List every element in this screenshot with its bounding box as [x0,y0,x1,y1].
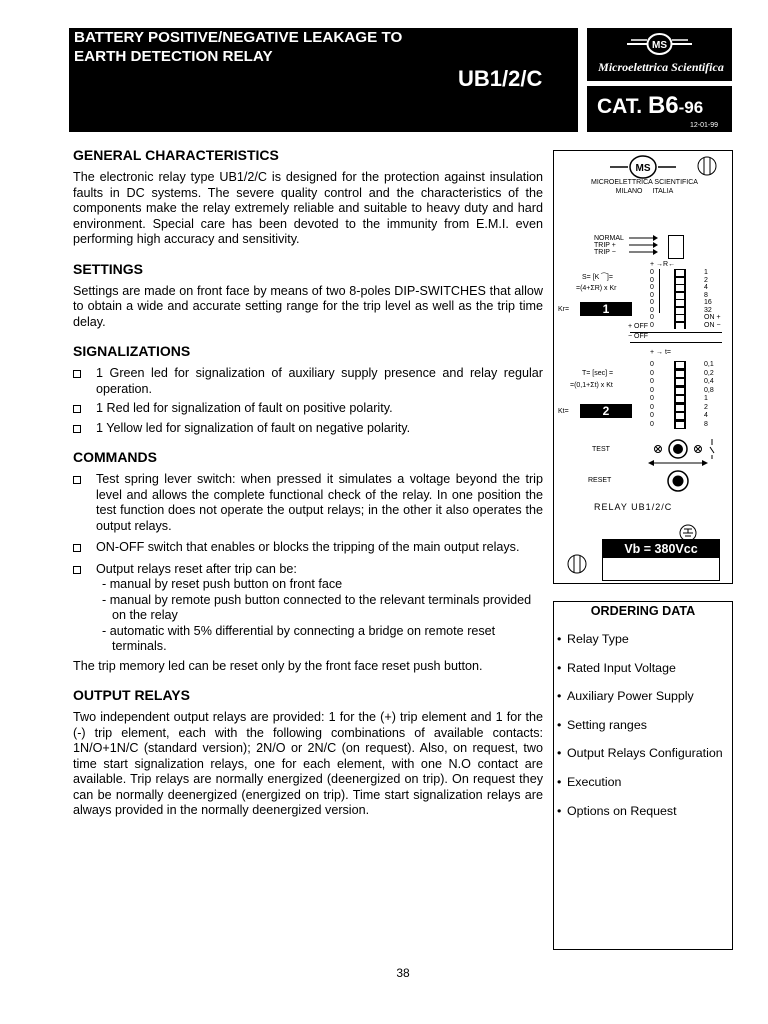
square-bullet-icon [73,544,81,552]
panel-brand: MICROELETTRICA SCIENTIFICA [591,179,698,186]
off-neg-label: − OFF [628,333,649,340]
dip-value-label: 0,8 [704,386,714,394]
commands-heading: COMMANDS [73,449,157,465]
cat-prefix: CAT. [597,95,643,118]
bullet-icon: • [557,774,562,789]
dip-value-label: 32 [704,306,712,314]
list-item: • Setting ranges [557,717,647,732]
r-bracket [659,269,668,313]
output-relays-heading: OUTPUT RELAYS [73,687,190,703]
ordering-title: ORDERING DATA [590,604,696,618]
dip-switch-position[interactable] [676,362,684,368]
output-relays-text: Two independent output relays are provided: 1 for the (+) trip element and 1 for the (-) trip element, each with the following combinations of available contacts: 1N/O+1N/C (standard version); 2N/O or 2N/C (on request). Also, on request, two time start signalization relays, one for each element, with one N.O contact are available. Trip relays are normally energized (deenergized on trip). On request they can be normally deenergized (energized on trip). Time start signalization relays are always provided in the normally deenergized version. [73,710,543,817]
list-item: Test spring lever switch: when pressed it simulates a voltage beyond the trip level and allows the complete functional check of the relay. In one position the test function does not operate the output relays; in the other it also operates the output relays. [73,472,543,534]
signalizations-section [73,342,543,436]
led-arrows-icon [629,234,659,260]
reset-button-icon[interactable] [666,469,690,493]
dip-switch-position[interactable] [676,270,684,276]
cat-suffix: -96 [678,98,704,117]
dip-switch-position[interactable] [676,315,684,321]
dip-switch-position[interactable] [676,379,684,385]
dip-switch-position[interactable] [676,278,684,284]
dip-switch-position[interactable] [676,371,684,377]
settings-text: Settings are made on front face by means of two 8-poles DIP-SWITCHES that allow to obtain a wide and accurate setting range for the trip level as well as the trip time delay. [73,283,543,329]
document-title: BATTERY POSITIVE/NEGATIVE LEAKAGE TO EARTH DETECTION RELAY [74,29,403,65]
list-item: • Rated Input Voltage [557,660,676,675]
output-relays-section [73,686,543,819]
catalog-number [597,92,703,120]
kt-label: Kt= [558,408,569,415]
dip-switch-position[interactable] [676,308,684,314]
dip-value-label: 0,4 [704,378,714,385]
dip-zero-label: 0 [650,291,654,299]
s-formula-1: S= [K ⁀]= [582,274,613,281]
dip-value-label: 8 [704,420,708,428]
led-trip-neg-label: TRIP − [594,249,616,256]
off-pos-label: + OFF [628,323,649,330]
dip-switch-position[interactable] [676,285,684,291]
t-formula-2: =(0,1+Σt) x Kt [570,382,613,389]
t-dip-switch[interactable] [674,361,686,429]
screw-icon [566,553,588,575]
reset-note: The trip memory led can be reset only by the front face reset push button. [73,658,483,673]
reset-option: - manual by reset push button on front face [102,577,343,591]
dip-value-label: 1 [704,395,708,402]
dip-zero-label: 0 [650,269,654,276]
r-header: + →R← [650,261,676,268]
t-formula-1: T= [sec] = [582,370,614,377]
led-trip-pos-label: TRIP + [594,242,616,249]
dip-zero-label: 0 [650,412,654,419]
catalog-date: 12-01-99 [690,122,719,129]
kr-value: 1 [580,302,632,316]
general-text: The electronic relay type UB1/2/C is designed for the protection against insulation faults in DC systems. The severe quality control and the characteristics of the components make the relay extremely reliable and suitable to heavy duty and hard environment. Special care has been devoted to the immunity from E.M.I. even performing high accuracy and sensitivity. [73,170,543,246]
dip-value-label: 8 [704,291,708,299]
dip-value-label: 0,1 [704,361,714,368]
dip-value-label: 4 [704,412,708,419]
bullet-icon: • [557,803,562,818]
settings-section [73,260,543,331]
dip-switch-position[interactable] [676,405,684,411]
dip-zero-label: 0 [650,306,654,314]
square-bullet-icon [73,476,81,484]
kr-label: Kr= [558,306,570,313]
list-item: 1 Green led for signalization of auxiliary supply presence and relay regular operation. [73,366,543,397]
dip-switch-position[interactable] [676,396,684,402]
vb-plate [602,539,720,581]
general-heading: GENERAL CHARACTERISTICS [73,147,279,163]
signalizations-list [73,366,543,436]
dip-value-label: ON − [704,321,721,329]
led-window [668,235,684,259]
bullet-icon: • [557,660,562,675]
reset-label: RESET [588,477,612,484]
kt-value: 2 [580,404,632,418]
reset-option: - automatic with 5% differential by connecting a bridge on remote reset terminals. [102,623,496,653]
off-underline [630,342,722,343]
list-item: Output relays reset after trip can be: - manual by reset push button on front face - manual by remote push button connected to the relevant terminals provided on the relay - automatic with 5% differential by connecting a bridge on remote reset terminals. [73,562,543,655]
svg-text:MS: MS [635,163,651,174]
dip-zero-label: 0 [650,420,654,428]
square-bullet-icon [73,566,81,574]
dip-value-label: 1 [704,269,708,276]
dip-value-label: 16 [704,299,712,306]
vb-label: Vb = 380Vcc [603,540,719,558]
bullet-icon: • [557,632,562,646]
relay-front-panel [553,150,733,584]
dip-value-label: ON + [704,314,721,321]
ordering-data-box [553,601,733,950]
dip-value-label: 0,2 [704,369,714,377]
square-bullet-icon [73,370,81,378]
dip-value-label: 2 [704,403,708,411]
list-item: • Auxiliary Power Supply [557,689,694,704]
list-item: • Output Relays Configuration [557,746,723,761]
brand-logo-text: Microelettrica Scientifica [598,60,724,74]
dip-zero-label: 0 [650,284,654,291]
square-bullet-icon [73,425,81,433]
screw-icon [696,155,718,177]
dip-switch-position[interactable] [676,422,684,428]
dip-value-label: 2 [704,276,708,284]
list-item: • Options on Request [557,803,677,818]
bullet-icon: • [557,746,562,761]
dip-zero-label: 0 [650,299,654,306]
list-item: 1 Red led for signalization of fault on positive polarity. [73,401,543,417]
list-item: • Execution [557,774,622,789]
dip-zero-label: 0 [650,386,654,394]
dip-switch-position[interactable] [676,388,684,394]
dip-switch-position[interactable] [676,413,684,419]
dip-zero-label: 0 [650,369,654,377]
relay-name: RELAY UB1/2/C [594,502,673,512]
led-normal-label: NORMAL [594,235,624,242]
signalizations-heading: SIGNALIZATIONS [73,343,191,359]
dip-zero-label: 0 [650,276,654,284]
dip-switch-position[interactable] [676,323,684,329]
t-header: + → t= [650,349,672,356]
settings-heading: SETTINGS [73,260,144,277]
s-formula-2: =(4+ΣR) x Kr [576,285,617,292]
ms-emblem-icon [608,154,678,182]
arrows-icon [648,459,708,467]
dip-switch-position[interactable] [676,300,684,306]
ms-emblem-icon [587,30,732,60]
ordering-list [557,632,729,832]
dip-switch-position[interactable] [676,293,684,299]
dip-value-label: 4 [704,284,708,291]
panel-city: MILANO ITALIA [615,188,674,195]
main-text-column [73,146,543,831]
list-item: 1 Yellow led for signalization of fault on negative polarity. [73,421,543,437]
dip-zero-label: 0 [650,361,654,368]
r-dip-switch[interactable] [674,269,686,329]
dip-zero-label: 0 [650,395,654,402]
dip-zero-label: 0 [650,321,654,329]
svg-text:MS: MS [652,40,667,51]
reset-option: - manual by remote push button connected to the relevant terminals provided on the relay [102,592,532,622]
dip-zero-label: 0 [650,403,654,411]
general-section [73,146,543,248]
bullet-icon: • [557,689,562,704]
list-item: • Relay Type [557,632,629,646]
test-switch-icon[interactable] [652,437,732,461]
commands-section [73,448,543,674]
dip-zero-label: 0 [650,378,654,385]
test-label: TEST [592,446,610,453]
model-code: UB1/2/C [458,66,543,91]
dip-zero-label: 0 [650,314,654,321]
reset-options [96,577,543,655]
cat-code: B6 [647,92,679,119]
commands-list [73,472,543,655]
list-item: ON-OFF switch that enables or blocks the tripping of the main output relays. [73,540,543,556]
page-number: 38 [396,966,410,980]
square-bullet-icon [73,405,81,413]
bullet-icon: • [557,717,562,732]
